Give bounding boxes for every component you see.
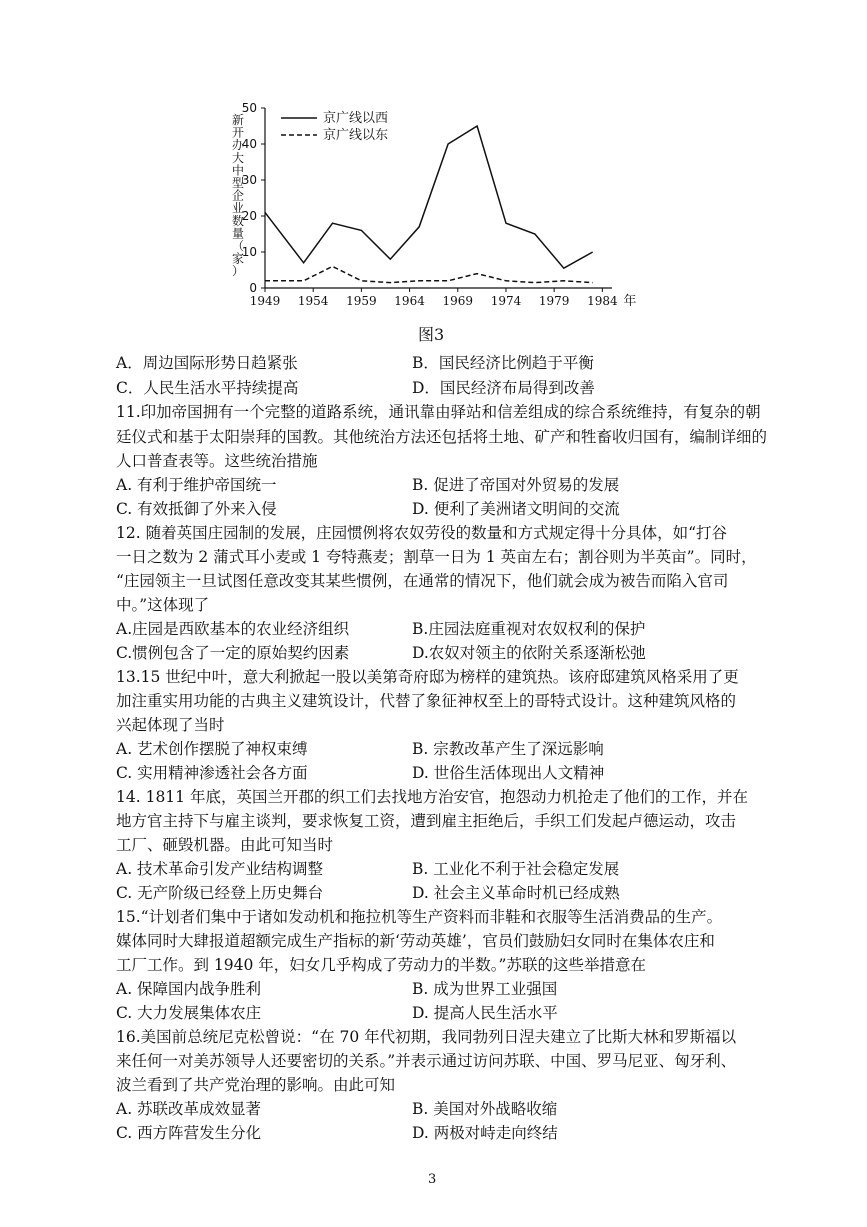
q16-option-c: C. 西方阵营发生分化 xyxy=(116,1124,262,1142)
q10-option-a: A．周边国际形势日趋紧张 xyxy=(116,354,298,372)
q14-stem-line-2: 地方官主持下与雇主谈判，要求恢复工资，遭到雇主拒绝后，手织工们发起卢德运动，攻击 xyxy=(116,812,737,830)
q13-stem-line-3: 兴起体现了当时 xyxy=(116,716,225,734)
y-axis-label-char: 家 xyxy=(231,251,245,266)
y-tick-label: 40 xyxy=(241,137,257,151)
q12-option-b: B.庄园法庭重视对农奴权利的保护 xyxy=(412,620,646,638)
q12-option-d: D.农奴对领主的依附关系逐渐松弛 xyxy=(412,644,646,662)
q13-option-d: D. 世俗生活体现出人文精神 xyxy=(412,764,605,782)
q13-option-a: A. 艺术创作摆脱了神权束缚 xyxy=(116,740,308,758)
q16-option-a: A. 苏联改革成效显著 xyxy=(116,1100,262,1118)
x-tick-label: 1964 xyxy=(394,294,425,308)
y-axis-label-char: 中 xyxy=(231,163,245,178)
series-line-1 xyxy=(265,126,593,268)
y-axis-label-char: （ xyxy=(231,239,245,253)
q15-stem-line-2: 媒体同时大肆报道超额完成生产指标的新‘劳动英雄’，官员们鼓励妇女同时在集体农庄和 xyxy=(116,932,715,950)
q13-stem-line-1: 13.15 世纪中叶，意大利掀起一股以美第奇府邸为榜样的建筑热。该府邸建筑风格采用了更 xyxy=(116,668,739,686)
q15-option-d: D. 提高人民生活水平 xyxy=(412,1004,558,1022)
q14-option-c: C. 无产阶级已经登上历史舞台 xyxy=(116,884,324,902)
q11-option-d: D. 便利了美洲诸文明间的交流 xyxy=(412,500,620,518)
q14-option-d: D. 社会主义革命时机已经成熟 xyxy=(412,884,620,902)
q15-option-c: C. 大力发展集体农庄 xyxy=(116,1004,262,1022)
q11-option-a: A. 有利于维护帝国统一 xyxy=(116,476,277,494)
y-axis-label-char: 数 xyxy=(231,213,245,228)
q11-stem-line-3: 人口普查表等。这些统治措施 xyxy=(116,452,318,470)
q14-stem-line-1: 14. 1811 年底，英国兰开郡的织工们去找地方治安官，抱怨动力机抢走了他们的工作，并在 xyxy=(116,788,748,806)
legend-label-2: 京广线以东 xyxy=(323,128,389,143)
y-axis-label-char: 开 xyxy=(231,125,245,140)
q15-stem-line-1: 15.“计划者们集中于诸如发动机和拖拉机等生产资料而非鞋和衣服等生活消费品的生产。 xyxy=(116,908,723,926)
q12-option-a: A.庄园是西欧基本的农业经济组织 xyxy=(116,620,350,638)
x-tick-label: 1949 xyxy=(249,294,281,308)
x-tick-label: 1984 xyxy=(587,294,618,308)
line-chart xyxy=(222,96,642,316)
y-tick-label: 20 xyxy=(241,209,257,223)
y-tick-label: 10 xyxy=(241,245,257,259)
q13-option-c: C. 实用精神渗透社会各方面 xyxy=(116,764,308,782)
q16-option-b: B. 美国对外战略收缩 xyxy=(412,1100,558,1118)
q10-option-d: D．国民经济布局得到改善 xyxy=(412,379,595,397)
q11-option-c: C. 有效抵御了外来入侵 xyxy=(116,500,277,518)
q12-stem-line-3: “庄园领主一旦试图任意改变其某些惯例，在通常的情况下，他们就会成为被告而陷入官司 xyxy=(116,572,729,590)
series-line-2 xyxy=(265,266,593,282)
q14-option-a: A. 技术革命引发产业结构调整 xyxy=(116,860,324,878)
x-tick-label: 1969 xyxy=(442,294,474,308)
q11-option-b: B. 促进了帝国对外贸易的发展 xyxy=(412,476,620,494)
y-axis-label-char: 大 xyxy=(231,150,245,165)
q16-stem-line-1: 16.美国前总统尼克松曾说：“在 70 年代初期，我同勃列日涅夫建立了比斯大林和罗斯福以 xyxy=(116,1028,737,1046)
y-axis-label-char: 新 xyxy=(231,113,245,127)
q12-stem-line-2: 一日之数为 2 蒲式耳小麦或 1 夸特燕麦；割草一日为 1 英亩左右；割谷则为半英亩”。同时， xyxy=(116,548,757,566)
y-tick-label: 30 xyxy=(241,173,257,187)
q12-stem-line-4: 中。”这体现了 xyxy=(116,596,210,614)
y-axis-label-char: 办 xyxy=(231,138,245,153)
q13-option-b: B. 宗教改革产生了深远影响 xyxy=(412,740,604,758)
q16-option-d: D. 两极对峙走向终结 xyxy=(412,1124,558,1142)
x-tick-label: 1954 xyxy=(297,294,329,308)
q14-option-b: B. 工业化不利于社会稳定发展 xyxy=(412,860,620,878)
x-tick-label: 1959 xyxy=(346,294,377,308)
x-tick-label: 1974 xyxy=(490,294,522,308)
figure-caption: 图3 xyxy=(418,325,445,344)
y-tick-label: 0 xyxy=(249,281,257,295)
y-tick-label: 50 xyxy=(241,101,257,115)
legend-label-1: 京广线以西 xyxy=(323,111,389,126)
q13-stem-line-2: 加注重实用功能的古典主义建筑设计，代替了象征神权至上的哥特式设计。这种建筑风格的 xyxy=(116,692,737,710)
x-axis-unit: 年 xyxy=(623,294,637,309)
q12-stem-line-1: 12. 随着英国庄园制的发展，庄园惯例将农奴劳役的数量和方式规定得十分具体，如“打谷 xyxy=(116,524,728,542)
q15-stem-line-3: 工厂工作。到 1940 年，妇女几乎构成了劳动力的半数。”苏联的这些举措意在 xyxy=(116,956,646,974)
y-axis-label-char: ） xyxy=(231,264,245,279)
q10-option-b: B．国民经济比例趋于平衡 xyxy=(412,354,594,372)
q12-option-c: C.惯例包含了一定的原始契约因素 xyxy=(116,644,350,662)
page-number: 3 xyxy=(428,1172,437,1187)
chart-canvas xyxy=(222,96,642,316)
y-axis-label-char: 业 xyxy=(231,201,245,216)
x-tick-label: 1979 xyxy=(538,294,570,308)
y-axis-label-char: 型 xyxy=(231,176,245,190)
q15-option-b: B. 成为世界工业强国 xyxy=(412,980,558,998)
q11-stem-line-1: 11.印加帝国拥有一个完整的道路系统，通讯靠由驿站和信差组成的综合系统维持，有复杂的朝 xyxy=(116,403,761,421)
q15-option-a: A. 保障国内战争胜利 xyxy=(116,980,262,998)
q16-stem-line-2: 来任何一对美苏领导人还要密切的关系。”并表示通过访问苏联、中国、罗马尼亚、匈牙利、 xyxy=(116,1052,737,1070)
y-axis-label-char: 企 xyxy=(231,188,245,203)
q16-stem-line-3: 波兰看到了共产党治理的影响。由此可知 xyxy=(116,1076,396,1094)
q10-option-c: C．人民生活水平持续提高 xyxy=(116,379,299,397)
y-axis-label-char: 量 xyxy=(231,226,245,241)
q14-stem-line-3: 工厂、砸毁机器。由此可知当时 xyxy=(116,836,334,854)
q11-stem-line-2: 廷仪式和基于太阳崇拜的国教。其他统治方法还包括将土地、矿产和牲畜收归国有，编制详细的 xyxy=(116,428,768,446)
